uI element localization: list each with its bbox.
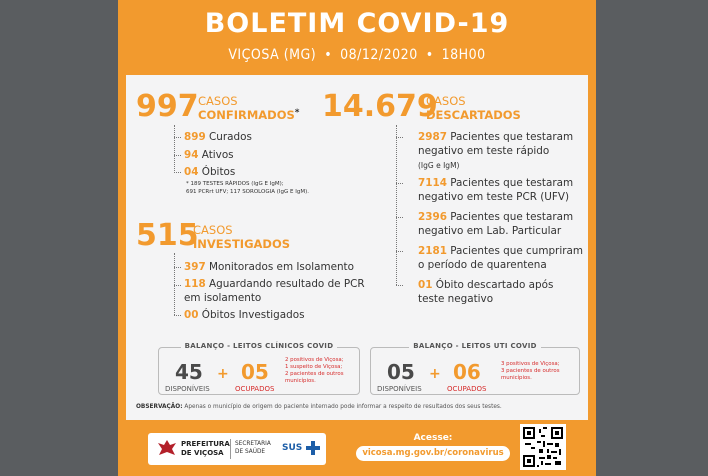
plus-sign: +: [429, 366, 441, 382]
dept-line-2: DE SAÚDE: [235, 448, 266, 455]
confirmed-item-active: 94 Ativos: [184, 149, 234, 161]
tree-branch: [174, 267, 181, 268]
tree-branch: [396, 285, 403, 286]
clinical-available: 45: [175, 360, 203, 384]
confirmed-note: [186, 181, 309, 197]
confirmed-label: [198, 94, 300, 123]
sus-logo-text: SUS: [282, 443, 303, 453]
clinical-note-1: 2 positivos de Viçosa;: [285, 357, 344, 363]
access-url-link[interactable]: vicosa.mg.gov.br/coronavirus: [356, 446, 510, 461]
secretaria-text: [235, 441, 271, 456]
prefeitura-emblem-icon: [156, 438, 178, 460]
city: VIÇOSA (MG): [228, 47, 317, 63]
confirmed-label-1: CASOS: [198, 94, 238, 108]
bulletin-subtitle: VIÇOSA (MG) • 08/12/2020 • 18H00: [228, 47, 486, 63]
qr-code-icon: [520, 424, 566, 470]
uti-note-1: 3 positivos de Viçosa;: [501, 361, 560, 367]
prefeitura-logo-text: [181, 440, 230, 458]
discarded-item-lab: 2396 Pacientes que testaram negativo em Lab. Particular: [418, 211, 574, 238]
confirmed-item-recovered: 899 Curados: [184, 131, 252, 143]
tree-branch: [396, 217, 403, 218]
time: 18H00: [441, 47, 486, 63]
logo-line-1: PREFEITURA: [181, 440, 230, 448]
investigated-tree-line: [174, 253, 175, 315]
investigated-label: [193, 223, 290, 252]
bulletin-poster: [118, 0, 596, 476]
confirmed-note-1: * 189 TESTES RÁPIDOS (IgG E IgM);: [186, 181, 284, 187]
confirmed-label-2: CONFIRMADOS: [198, 108, 295, 123]
clinical-beds-title: BALANÇO - LEITOS CLÍNICOS COVID: [159, 342, 359, 350]
uti-available: 05: [387, 360, 415, 384]
tree-branch: [174, 315, 181, 316]
investigated-number: 515: [136, 218, 199, 253]
tree-branch: [174, 155, 181, 156]
viewer-frame-right: [596, 0, 708, 476]
uti-occupied: 06: [453, 360, 481, 384]
tree-branch: [396, 183, 403, 184]
date: 08/12/2020: [340, 47, 418, 63]
tree-branch: [396, 251, 403, 252]
plus-sign: +: [217, 366, 229, 382]
discarded-item-quarantine: 2181 Pacientes que cumpriram o período de quarentena: [418, 245, 583, 272]
discarded-label: [426, 94, 521, 123]
discarded-item-pcr: 7114 Pacientes que testaram negativo em teste PCR (UFV): [418, 177, 574, 204]
tree-branch: [396, 137, 403, 138]
sus-cross-icon: [306, 441, 320, 455]
confirmed-number: 997: [136, 89, 199, 124]
observation: OBSERVAÇÃO: Apenas o município de origem do paciente internado pode informar a respeito de resultados dos seus testes.: [136, 404, 502, 410]
tree-branch: [174, 137, 181, 138]
clinical-beds-box: [158, 342, 360, 395]
confirmed-tree-line: [174, 125, 175, 173]
discarded-number: 14.679: [322, 89, 438, 124]
investigated-label-2: INVESTIGADOS: [193, 237, 291, 252]
tree-branch: [174, 172, 181, 173]
discarded-item-rapid: 2987 Pacientes que testaram negativo em teste rápido (IgG e IgM): [418, 131, 574, 171]
confirmed-item-deaths: 04 Óbitos: [184, 166, 236, 178]
bulletin-title: BOLETIM COVID-19: [204, 8, 510, 39]
uti-notes: [501, 361, 560, 382]
dept-line-1: SECRETARIA: [235, 441, 271, 447]
tree-branch: [174, 285, 181, 286]
uti-note-3: municípios.: [501, 375, 532, 382]
asterisk: *: [294, 108, 300, 119]
content-panel: [126, 75, 588, 420]
discarded-item-death: 01 Óbito descartado após teste negativo: [418, 279, 554, 306]
uti-beds-title: BALANÇO - LEITOS UTI COVID: [371, 342, 579, 350]
clinical-note-3: 2 pacientes de outros: [285, 371, 344, 378]
clinical-note-2: 1 suspeito de Viçosa;: [285, 364, 343, 371]
uti-beds-box: [370, 342, 580, 395]
discarded-tree-line: [396, 125, 397, 285]
logo-divider: [230, 439, 231, 459]
discarded-label-1: CASOS: [426, 94, 466, 108]
footer: [118, 420, 596, 476]
investigated-item-awaiting: 118 Aguardando resultado de PCR em isolamento: [184, 278, 365, 305]
uti-available-label: DISPONÍVEIS: [377, 385, 422, 393]
uti-note-2: 3 pacientes de outros: [501, 368, 560, 375]
clinical-occupied: 05: [241, 360, 269, 384]
logo-card: [148, 433, 326, 465]
confirmed-note-2: 691 PCRrt UFV; 117 SOROLOGIA (IgG E IgM).: [186, 188, 309, 195]
logo-line-2: DE VIÇOSA: [181, 448, 224, 457]
clinical-available-label: DISPONÍVEIS: [165, 385, 210, 393]
investigated-item-deaths: 00 Óbitos Investigados: [184, 309, 305, 321]
access-label: Acesse:: [413, 433, 453, 443]
investigated-item-monitored: 397 Monitorados em Isolamento: [184, 261, 354, 273]
clinical-notes: [285, 357, 344, 385]
investigated-label-1: CASOS: [193, 223, 233, 237]
viewer-frame-left: [0, 0, 118, 476]
discarded-label-2: DESCARTADOS: [426, 108, 521, 123]
uti-occupied-label: OCUPADOS: [447, 385, 487, 393]
clinical-occupied-label: OCUPADOS: [235, 385, 275, 393]
clinical-note-4: municípios.: [285, 378, 316, 385]
